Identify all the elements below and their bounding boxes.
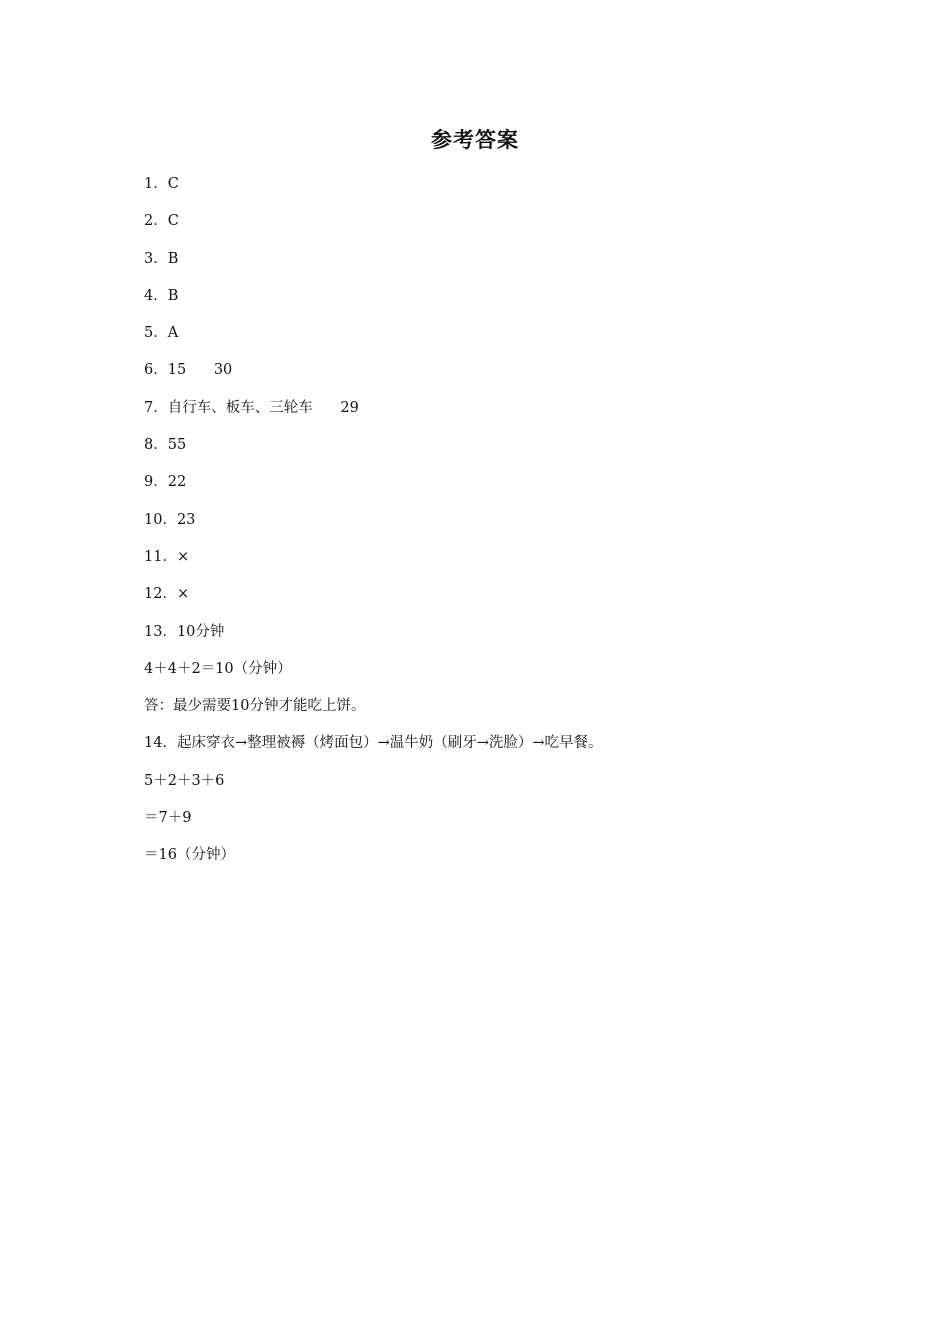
answer-line-3: 3．B (144, 250, 179, 267)
answer-line-12: 12．× (144, 586, 190, 603)
answer-line-8: 8．55 (144, 437, 187, 454)
answer-line-13-reply: 答：最少需要10分钟才能吃上饼。 (144, 698, 366, 715)
answer-line-14-calc-2: ＝7＋9 (144, 810, 192, 827)
answer-line-5: 5．A (144, 325, 179, 342)
answer-line-11: 11．× (144, 548, 190, 565)
answer-line-13: 13．10分钟 (144, 623, 225, 640)
answer-line-2: 2．C (144, 213, 179, 230)
answer-line-6: 6．15 30 (144, 362, 233, 379)
answer-list (144, 173, 844, 882)
answer-line-9: 9．22 (144, 474, 187, 491)
answer-line-14: 14．起床穿衣→整理被褥（烤面包）→温牛奶（刷牙→洗脸）→吃早餐。 (144, 735, 603, 752)
answer-line-4: 4．B (144, 287, 179, 304)
answer-line-1: 1．C (144, 176, 179, 192)
answer-line-13-calc: 4＋4＋2＝10（分钟） (144, 660, 292, 677)
answer-line-10: 10．23 (144, 511, 196, 528)
answer-line-14-calc-1: 5＋2＋3＋6 (144, 772, 225, 789)
page-title: 参考答案 (431, 128, 519, 152)
answer-line-14-calc-3: ＝16（分钟） (144, 847, 235, 864)
answer-line-7: 7．自行车、板车、三轮车 29 (144, 399, 359, 416)
